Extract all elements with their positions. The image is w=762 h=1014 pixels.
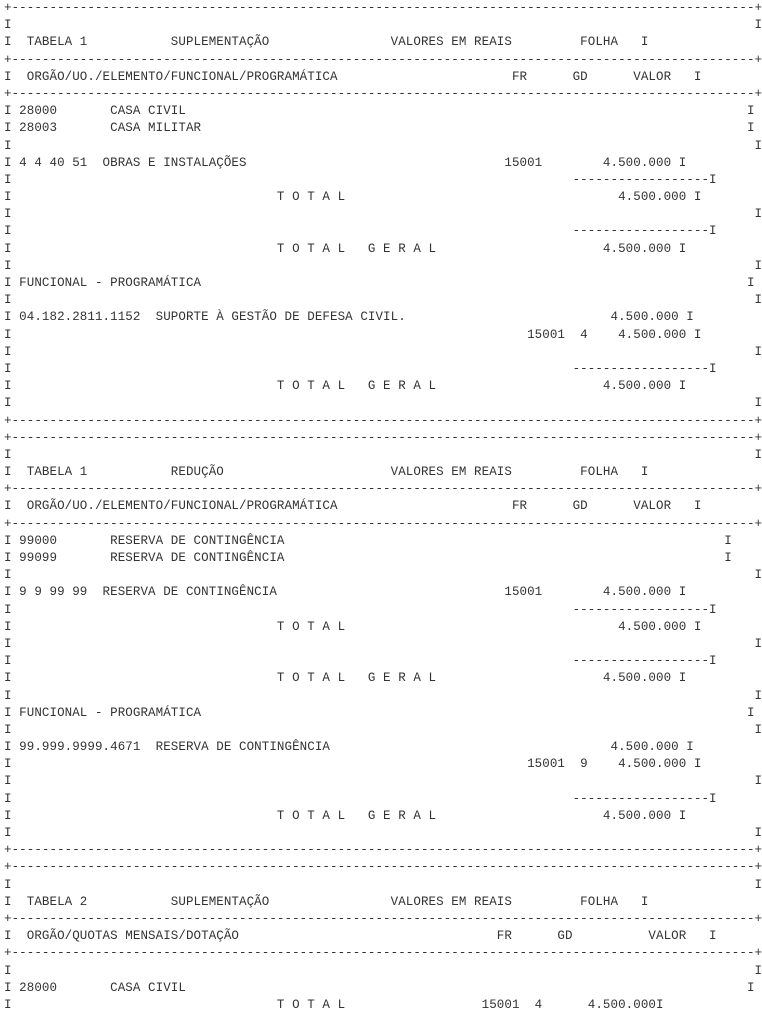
rule-line: +--------------------------------------------------------------------------------------------------+ [4, 413, 762, 428]
total-line: I T O T A L 4.500.000 I [4, 190, 702, 205]
rule-line: +--------------------------------------------------------------------------------------------------+ [4, 843, 762, 858]
report-line: I 9 9 99 99 RESERVA DE CONTINGÊNCIA 15001 4.500.000 I [4, 585, 687, 600]
report-line: I I [4, 826, 762, 840]
report-line: I 28003 CASA MILITAR I [4, 121, 755, 136]
report-line: I ------------------I [4, 791, 717, 806]
report-line: I ------------------I [4, 654, 717, 669]
report-line: I ORGÃO/UO./ELEMENTO/FUNCIONAL/PROGRAMÁTICA FR GD VALOR I [4, 499, 702, 514]
total-line: I T O T A L G E R A L 4.500.000 I [4, 379, 687, 394]
report-line: I I [4, 447, 762, 462]
report-line: I ------------------I [4, 602, 717, 617]
report-line: I I [4, 688, 762, 703]
report-line: I I [4, 293, 762, 308]
report-line: I I [4, 18, 762, 33]
report-line: I I [4, 636, 762, 651]
report-line: I I [4, 568, 762, 583]
rule-line: +--------------------------------------------------------------------------------------------------+ [4, 946, 762, 961]
report-line: I I [4, 344, 762, 359]
rule-line: +--------------------------------------------------------------------------------------------------+ [4, 1, 762, 15]
rule-line: +--------------------------------------------------------------------------------------------------+ [4, 86, 762, 101]
rule-line: +--------------------------------------------------------------------------------------------------+ [4, 516, 762, 531]
report-line: I I [4, 138, 762, 153]
total-line: I T O T A L G E R A L 4.500.000 I [4, 241, 687, 256]
report-line: I 99000 RESERVA DE CONTINGÊNCIA I [4, 533, 732, 548]
report-line: I 99.999.9999.4671 RESERVA DE CONTINGÊNCIA 4.500.000 I [4, 740, 694, 755]
report-line: I 15001 9 4.500.000 I [4, 757, 702, 772]
report-line: I ------------------I [4, 172, 717, 187]
table-header-line: I TABELA 2 SUPLEMENTAÇÃO VALORES EM REAIS FOLHA I [4, 894, 649, 909]
total-line: I T O T A L G E R A L 4.500.000 I [4, 808, 687, 823]
rule-line: +--------------------------------------------------------------------------------------------------+ [4, 52, 762, 67]
rule-line: +--------------------------------------------------------------------------------------------------+ [4, 430, 762, 445]
report-line: I FUNCIONAL - PROGRAMÁTICA I [4, 276, 755, 290]
report-line: I I [4, 774, 762, 789]
report-line: I ------------------I [4, 361, 717, 376]
rule-line: +--------------------------------------------------------------------------------------------------+ [4, 911, 762, 926]
report-line: I 99099 RESERVA DE CONTINGÊNCIA I [4, 551, 732, 565]
report-line: I 28000 CASA CIVIL I [4, 980, 755, 995]
total-line: I T O T A L 15001 4 4.500.000I [4, 997, 664, 1012]
report-line: I 15001 4 4.500.000 I [4, 327, 702, 342]
table-header-line: I TABELA 1 SUPLEMENTAÇÃO VALORES EM REAIS FOLHA I [4, 35, 649, 50]
rule-line: +--------------------------------------------------------------------------------------------------+ [4, 860, 762, 875]
report-line: I 28000 CASA CIVIL I [4, 104, 755, 119]
total-line: I T O T A L G E R A L 4.500.000 I [4, 671, 687, 686]
report-line: I 04.182.2811.1152 SUPORTE À GESTÃO DE DEFESA CIVIL. 4.500.000 I [4, 310, 694, 325]
rule-line: +--------------------------------------------------------------------------------------------------+ [4, 482, 762, 497]
report-line: I ORGÃO/UO./ELEMENTO/FUNCIONAL/PROGRAMÁTICA FR GD VALOR I [4, 69, 702, 84]
report-line: I I [4, 207, 762, 222]
report-line: I ------------------I [4, 224, 717, 239]
report-line: I I [4, 396, 762, 411]
report-line: I I [4, 963, 762, 978]
report-line: I I [4, 877, 762, 892]
report-line: I I [4, 722, 762, 737]
report-line: I 4 4 40 51 OBRAS E INSTALAÇÕES 15001 4.500.000 I [4, 155, 687, 170]
table-header-line: I TABELA 1 REDUÇÃO VALORES EM REAIS FOLHA I [4, 465, 649, 480]
report-line: I I [4, 258, 762, 273]
report-line: I FUNCIONAL - PROGRAMÁTICA I [4, 705, 755, 720]
total-line: I T O T A L 4.500.000 I [4, 619, 702, 634]
report-line: I ORGÃO/QUOTAS MENSAIS/DOTAÇÃO FR GD VALOR I [4, 929, 717, 944]
